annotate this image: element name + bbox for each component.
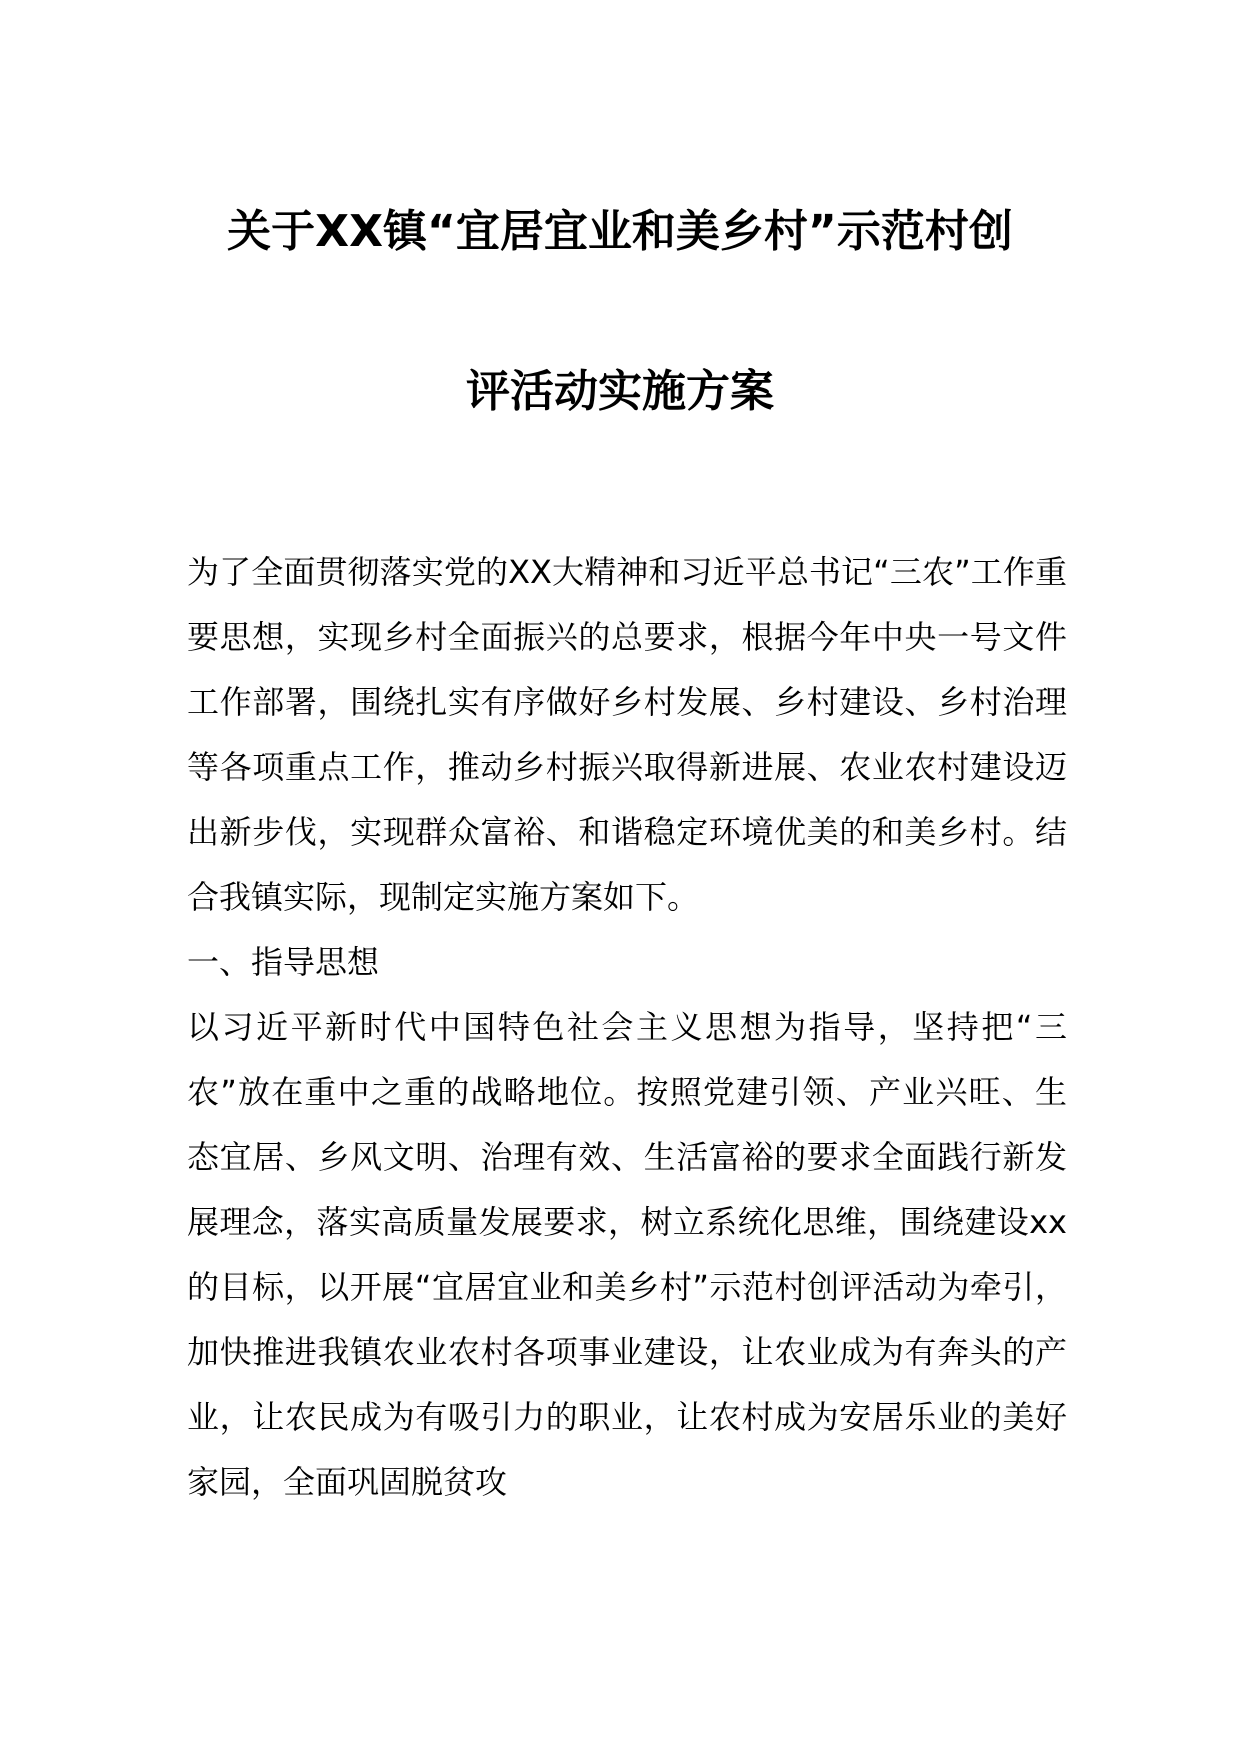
document-title-line-2: 评活动实施方案 xyxy=(466,366,774,417)
intro-paragraph: 为了全面贯彻落实党的XX大精神和习近平总书记“三农”工作重要思想，实现乡村全面振兴的总要求，根据今年中央一号文件工作部署，围绕扎实有序做好乡村发展、乡村建设、乡村治理等各项重点工作，推动乡村振兴取得新进展、农业农村建设迈出新步伐，实现群众富裕、和谐稳定环境优美的和美乡村。结合我镇实际，现制定实施方案如下。 xyxy=(187,553,1067,916)
document-body xyxy=(187,540,1067,1515)
section-heading-guiding-ideology: 一、指导思想 xyxy=(187,943,380,981)
document-title-line-1: 关于XX镇“宜居宜业和美乡村”示范村创 xyxy=(227,206,1013,257)
guiding-ideology-paragraph: 以习近平新时代中国特色社会主义思想为指导，坚持把“三农”放在重中之重的战略地位。按照党建引领、产业兴旺、生态宜居、乡风文明、治理有效、生活富裕的要求全面践行新发展理念，落实高质量发展要求，树立系统化思维，围绕建设xx的目标，以开展“宜居宜业和美乡村”示范村创评活动为牵引，加快推进我镇农业农村各项事业建设，让农业成为有奔头的产业，让农民成为有吸引力的职业，让农村成为安居乐业的美好家园，全面巩固脱贫攻 xyxy=(187,1008,1067,1501)
